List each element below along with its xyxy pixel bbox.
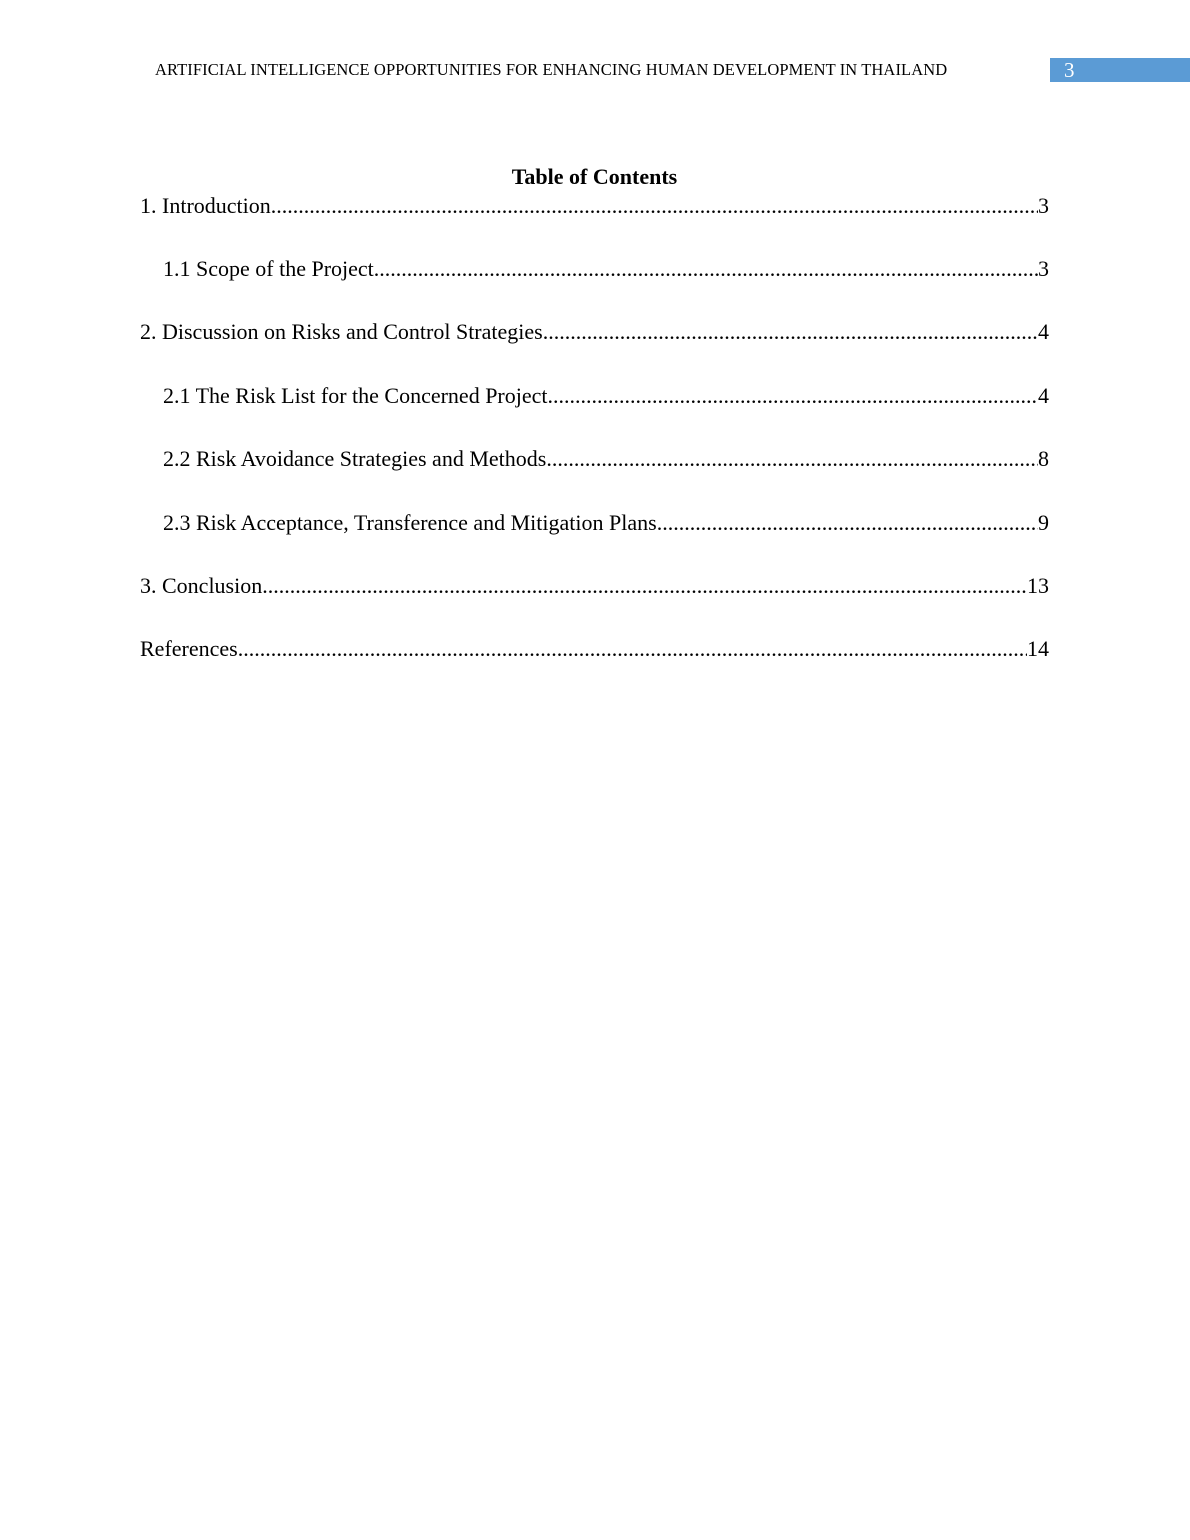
toc-dot-leader xyxy=(262,573,1027,599)
toc-dot-leader xyxy=(238,636,1027,662)
toc-entry-label: 2.1 The Risk List for the Concerned Project xyxy=(163,383,548,408)
toc-entry-page: 4 xyxy=(1038,383,1049,408)
toc-entry-page: 3 xyxy=(1038,256,1049,281)
toc-dot-leader xyxy=(546,446,1038,472)
toc-entry-risk-acceptance[interactable] xyxy=(163,510,1049,536)
toc-entry-scope-of-project[interactable] xyxy=(163,256,1049,282)
toc-entry-label: 1.1 Scope of the Project xyxy=(163,256,374,281)
toc-entry-introduction[interactable] xyxy=(140,193,1049,219)
toc-entry-label: 2. Discussion on Risks and Control Strategies xyxy=(140,319,543,344)
toc-entry-page: 9 xyxy=(1038,510,1049,535)
running-head: ARTIFICIAL INTELLIGENCE OPPORTUNITIES FOR ENHANCING HUMAN DEVELOPMENT IN THAILAND xyxy=(155,60,948,79)
toc-entry-label: 3. Conclusion xyxy=(140,573,263,598)
toc-entry-page: 8 xyxy=(1038,446,1049,471)
toc-dot-leader xyxy=(374,256,1038,282)
toc-entry-risk-avoidance[interactable] xyxy=(163,446,1049,472)
toc-entry-page: 13 xyxy=(1027,573,1049,598)
toc-entry-label: 2.3 Risk Acceptance, Transference and Mitigation Plans xyxy=(163,510,657,535)
page-number-box xyxy=(1050,58,1190,82)
toc-entry-references[interactable] xyxy=(140,636,1049,662)
toc-entry-risk-list[interactable] xyxy=(163,383,1049,409)
toc-title: Table of Contents xyxy=(511,164,678,189)
toc-dot-leader xyxy=(548,383,1038,409)
toc-dot-leader xyxy=(543,319,1038,345)
toc-entry-label: 2.2 Risk Avoidance Strategies and Methods xyxy=(163,446,547,471)
toc-dot-leader xyxy=(657,510,1038,536)
toc-entry-page: 4 xyxy=(1038,319,1049,344)
toc-dot-leader xyxy=(271,193,1038,219)
toc-entry-discussion[interactable] xyxy=(140,319,1049,345)
page-number: 3 xyxy=(1064,58,1075,82)
toc-entry-label: References xyxy=(140,636,238,661)
toc-entry-page: 14 xyxy=(1027,636,1049,661)
toc-entry-conclusion[interactable] xyxy=(140,573,1049,599)
toc-entry-page: 3 xyxy=(1038,193,1049,218)
toc-entry-label: 1. Introduction xyxy=(140,193,271,218)
